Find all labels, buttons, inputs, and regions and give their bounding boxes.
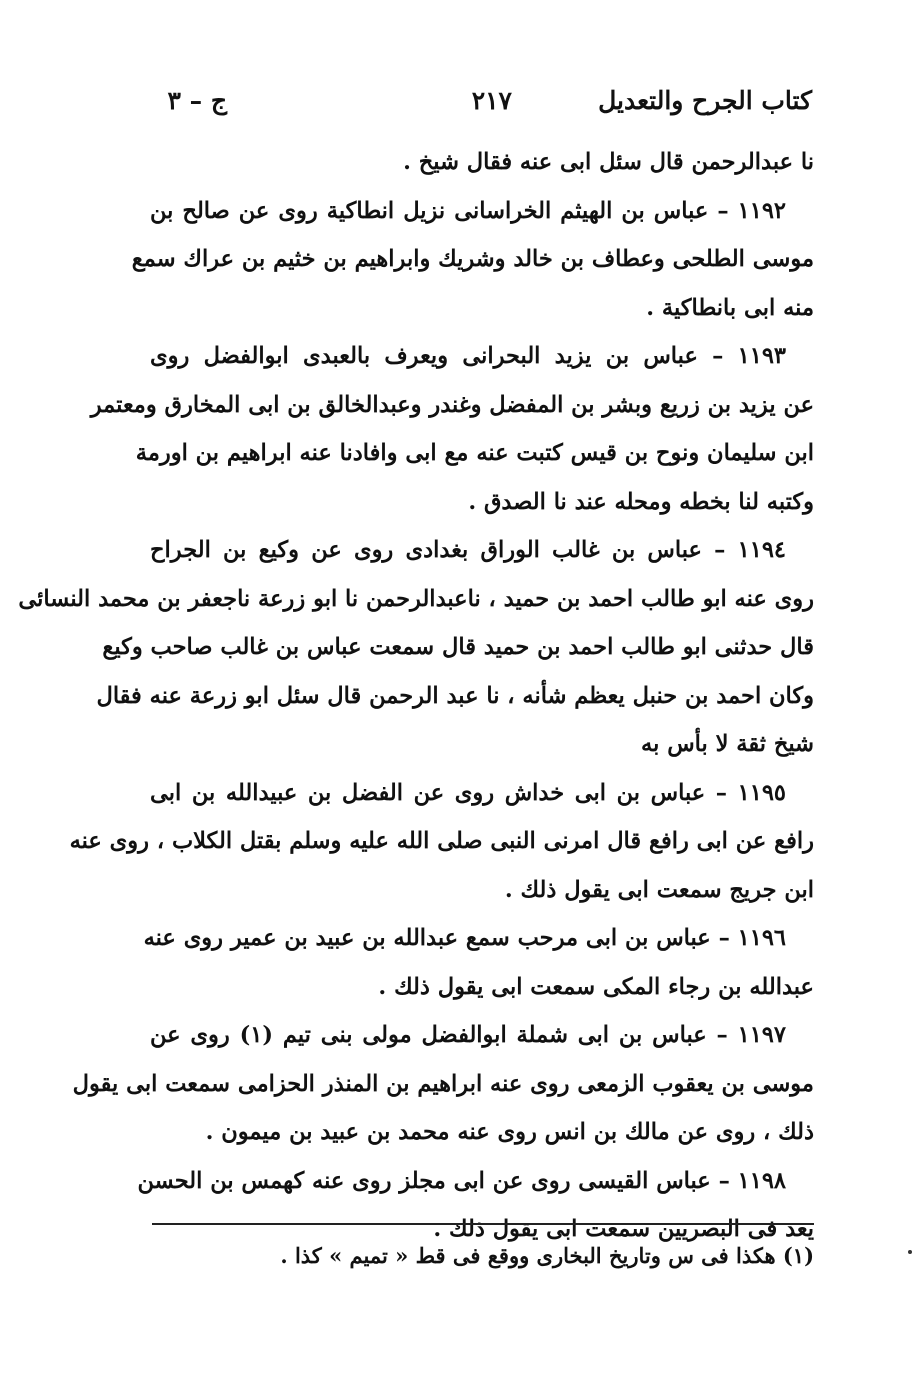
footnote-divider: [152, 1223, 814, 1225]
text-line: عن يزيد بن زريع وبشر بن المفضل وغندر وعبدالخالق بن ابى المخارق ومعتمر: [90, 391, 814, 418]
text-line: ١١٩٧ – عباس بن ابى شملة ابوالفضل مولى بنى تيم (١) روى عن: [150, 1022, 786, 1048]
text-line: ١١٩٢ – عباس بن الهيثم الخراسانى نزيل انطاكية روى عن صالح بن: [150, 197, 786, 224]
text-line: وكان احمد بن حنبل يعظم شأنه ، نا عبد الرحمن قال سئل ابو زرعة عنه فقال: [96, 682, 814, 709]
text-line: رافع عن ابى رافع قال امرنى النبى صلى الله عليه وسلم بقتل الكلاب ، روى عنه: [69, 828, 814, 854]
text-line: موسى بن يعقوب الزمعى روى عنه ابراهيم بن المنذر الحزامى سمعت ابى يقول: [72, 1070, 814, 1097]
text-line: ١١٩٦ – عباس بن ابى مرحب سمع عبدالله بن عبيد بن عمير روى عنه: [143, 925, 786, 951]
text-line: ١١٩٤ – عباس بن غالب الوراق بغدادى روى عن وكيع بن الجراح: [150, 537, 786, 563]
text-line: ١١٩٣ – عباس بن يزيد البحرانى ويعرف بالعبدى ابوالفضل روى: [150, 343, 786, 369]
text-line: قال حدثنى ابو طالب احمد بن حميد قال سمعت عباس بن غالب صاحب وكيع: [102, 634, 814, 660]
text-line: عبدالله بن رجاء المكى سمعت ابى يقول ذلك .: [378, 973, 814, 1000]
text-line: ١١٩٥ – عباس بن ابى خداش روى عن الفضل بن عبيدالله بن ابى: [150, 779, 786, 806]
text-line: ١١٩٨ – عباس القيسى روى عن ابى مجلز روى عنه كهمس بن الحسن: [137, 1167, 786, 1194]
volume-label: ج – ٣: [167, 86, 227, 115]
text-line: منه ابى بانطاكية .: [646, 294, 814, 321]
body-text: [18, 138, 814, 1254]
scan-mark: [908, 1250, 912, 1254]
text-line: نا عبدالرحمن قال سئل ابى عنه فقال شيخ .: [403, 149, 814, 175]
page-number: ٢١٧: [471, 86, 512, 115]
text-line: موسى الطلحى وعطاف بن خالد وشريك وابراهيم بن خثيم بن عراك سمع: [131, 246, 814, 272]
text-line: شيخ ثقة لا بأس به: [641, 731, 814, 757]
text-line: ابن جريج سمعت ابى يقول ذلك .: [504, 876, 814, 903]
page-header: [150, 86, 812, 130]
text-line: يعد فى البصريين سمعت ابى يقول ذلك .: [433, 1216, 814, 1242]
text-line: وكتبه لنا بخطه ومحله عند نا الصدق .: [468, 488, 814, 515]
text-line: ذلك ، روى عن مالك بن انس روى عنه محمد بن عبيد بن ميمون .: [205, 1119, 814, 1145]
text-line: ابن سليمان ونوح بن قيس كتبت عنه مع ابى وافادنا عنه ابراهيم بن اورمة: [135, 440, 814, 466]
footnote: (١) هكذا فى س وتاريخ البخارى ووقع فى قط « تميم » كذا .: [280, 1243, 814, 1268]
book-title: كتاب الجرح والتعديل: [598, 86, 812, 115]
text-line: روى عنه ابو طالب احمد بن حميد ، ناعبدالرحمن نا ابو زرعة ناجعفر بن محمد النسائى: [18, 585, 814, 612]
